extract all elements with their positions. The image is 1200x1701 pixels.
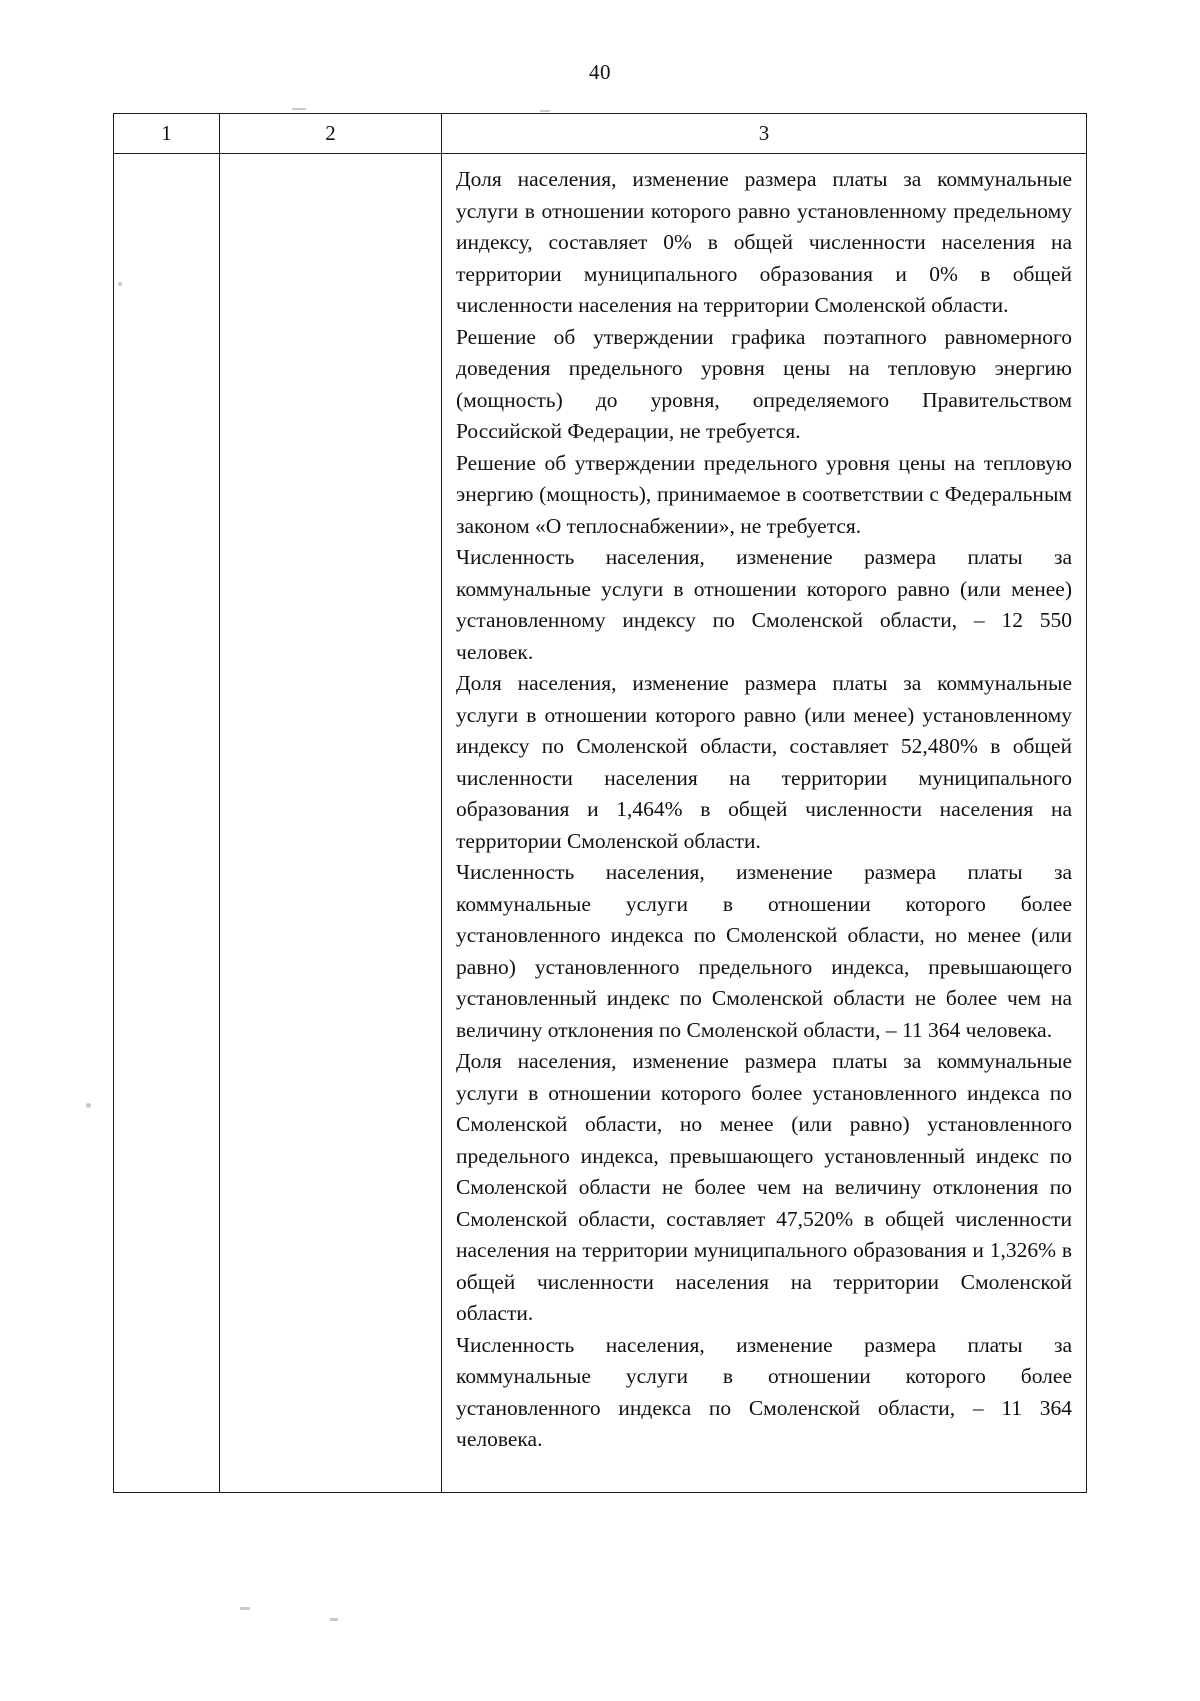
paragraph: Доля населения, изменение размера платы за коммунальные услуги в отношении которого более установленного индекса по Смоленской области, но менее (или равно) установленного предельного индекса, превышающего установленный индекс по Смоленской области не более чем на величину отклонения по Смоленской области, составляет 47,520% в общей численности населения на территории муниципального образования и 1,326% в общей численности населения на территории Смоленской области. — [456, 1049, 1072, 1325]
paragraph: Решение об утверждении графика поэтапного равномерного доведения предельного уровня цены на тепловую энергию (мощность) до уровня, определяемого Правительством Российской Федерации, не требуется. — [456, 324, 1072, 443]
scan-artifact — [240, 1607, 250, 1610]
cell-column-2 — [220, 154, 442, 1493]
column-header-3: 3 — [442, 114, 1087, 154]
paragraph: Решение об утверждении предельного уровня цены на тепловую энергию (мощность), принимаемое в соответствии с Федеральным законом «О теплоснабжении», не требуется. — [456, 450, 1072, 538]
paragraph: Доля населения, изменение размера платы за коммунальные услуги в отношении которого равно установленному предельному индексу, составляет 0% в общей численности населения на территории муниципального образования и 0% в общей численности населения на территории Смоленской области. — [456, 167, 1072, 317]
paragraph: Численность населения, изменение размера платы за коммунальные услуги в отношении которого более установленного индекса по Смоленской области, – 11 364 человека. — [456, 1332, 1072, 1451]
cell-column-1 — [114, 154, 220, 1493]
scan-artifact — [330, 1618, 338, 1621]
cell-column-3-text — [442, 154, 1086, 1456]
scan-artifact — [540, 110, 550, 112]
document-table — [113, 113, 1087, 1493]
paragraph: Численность населения, изменение размера платы за коммунальные услуги в отношении которого более установленного индекса по Смоленской области, но менее (или равно) установленного предельного индекса, превышающего установленный индекс по Смоленской области не более чем на величину отклонения по Смоленской области, – 11 364 человека. — [456, 860, 1072, 1042]
page-number: 40 — [589, 60, 611, 84]
paragraph: Доля населения, изменение размера платы за коммунальные услуги в отношении которого равно (или менее) установленному индексу по Смоленской области, составляет 52,480% в общей численности населения на территории муниципального образования и 1,464% в общей численности населения на территории Смоленской области. — [456, 671, 1072, 853]
paragraph: Численность населения, изменение размера платы за коммунальные услуги в отношении которого равно (или менее) установленному индексу по Смоленской области, – 12 550 человек. — [456, 545, 1072, 664]
scan-artifact — [292, 108, 306, 110]
cell-column-3 — [442, 154, 1087, 1493]
scan-artifact — [86, 1103, 91, 1108]
table-header-row — [114, 114, 1087, 154]
column-header-2: 2 — [220, 114, 442, 154]
scan-artifact — [118, 282, 122, 286]
table-row — [114, 154, 1087, 1493]
column-header-1: 1 — [114, 114, 220, 154]
